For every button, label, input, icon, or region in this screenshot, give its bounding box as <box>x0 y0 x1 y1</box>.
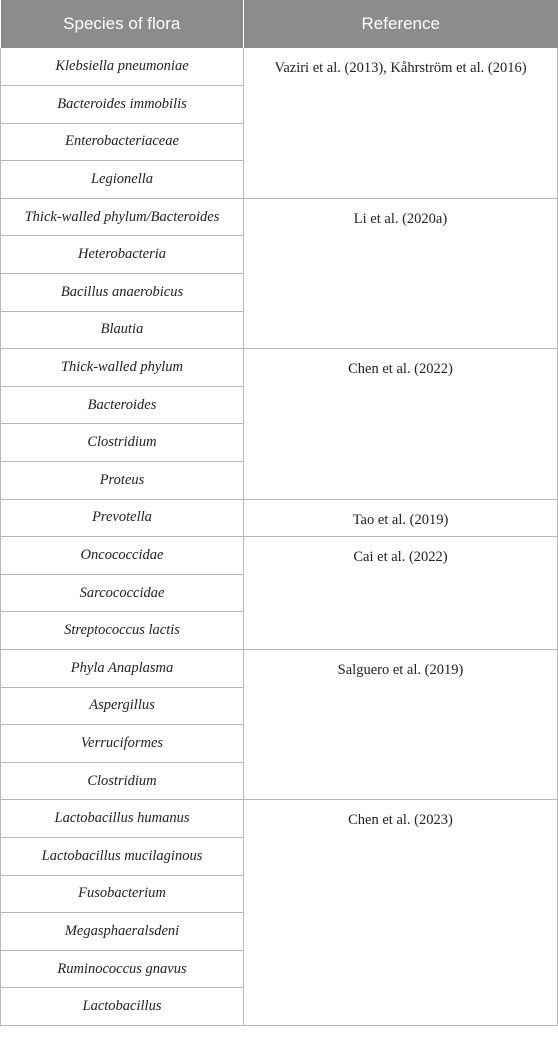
species-cell: Bacillus anaerobicus <box>1 274 244 312</box>
species-cell: Heterobacteria <box>1 236 244 274</box>
species-cell: Thick-walled phylum/Bacteroides <box>1 198 244 236</box>
species-cell: Bacteroides <box>1 386 244 424</box>
reference-cell: Li et al. (2020a) <box>244 198 558 348</box>
species-cell: Legionella <box>1 161 244 199</box>
species-cell: Enterobacteriaceae <box>1 123 244 161</box>
species-cell: Lactobacillus <box>1 988 244 1026</box>
species-cell: Aspergillus <box>1 687 244 725</box>
reference-cell: Salguero et al. (2019) <box>244 650 558 800</box>
reference-cell: Chen et al. (2023) <box>244 800 558 1026</box>
species-cell: Clostridium <box>1 762 244 800</box>
species-cell: Klebsiella pneumoniae <box>1 48 244 86</box>
header-row <box>1 0 558 48</box>
header-species: Species of flora <box>1 0 244 48</box>
species-cell: Oncococcidae <box>1 537 244 575</box>
species-cell: Clostridium <box>1 424 244 462</box>
species-cell: Proteus <box>1 462 244 500</box>
species-cell: Blautia <box>1 311 244 349</box>
species-cell: Prevotella <box>1 499 244 537</box>
species-cell: Megasphaeralsdeni <box>1 913 244 951</box>
reference-cell: Cai et al. (2022) <box>244 537 558 650</box>
table-row <box>1 499 558 537</box>
species-cell: Fusobacterium <box>1 875 244 913</box>
table-row <box>1 198 558 236</box>
species-cell: Lactobacillus mucilaginous <box>1 837 244 875</box>
table-row <box>1 349 558 387</box>
table-row <box>1 800 558 838</box>
table-body <box>1 48 558 1025</box>
species-cell: Phyla Anaplasma <box>1 650 244 688</box>
species-cell: Lactobacillus humanus <box>1 800 244 838</box>
species-cell: Bacteroides immobilis <box>1 86 244 124</box>
species-cell: Sarcococcidae <box>1 574 244 612</box>
table-row <box>1 650 558 688</box>
reference-cell: Tao et al. (2019) <box>244 499 558 537</box>
reference-cell: Chen et al. (2022) <box>244 349 558 499</box>
reference-cell: Vaziri et al. (2013), Kåhrström et al. (2016) <box>244 48 558 198</box>
species-cell: Verruciformes <box>1 725 244 763</box>
species-cell: Ruminococcus gnavus <box>1 950 244 988</box>
species-cell: Streptococcus lactis <box>1 612 244 650</box>
table-row <box>1 48 558 86</box>
species-cell: Thick-walled phylum <box>1 349 244 387</box>
table-row <box>1 537 558 575</box>
header-reference: Reference <box>244 0 558 48</box>
